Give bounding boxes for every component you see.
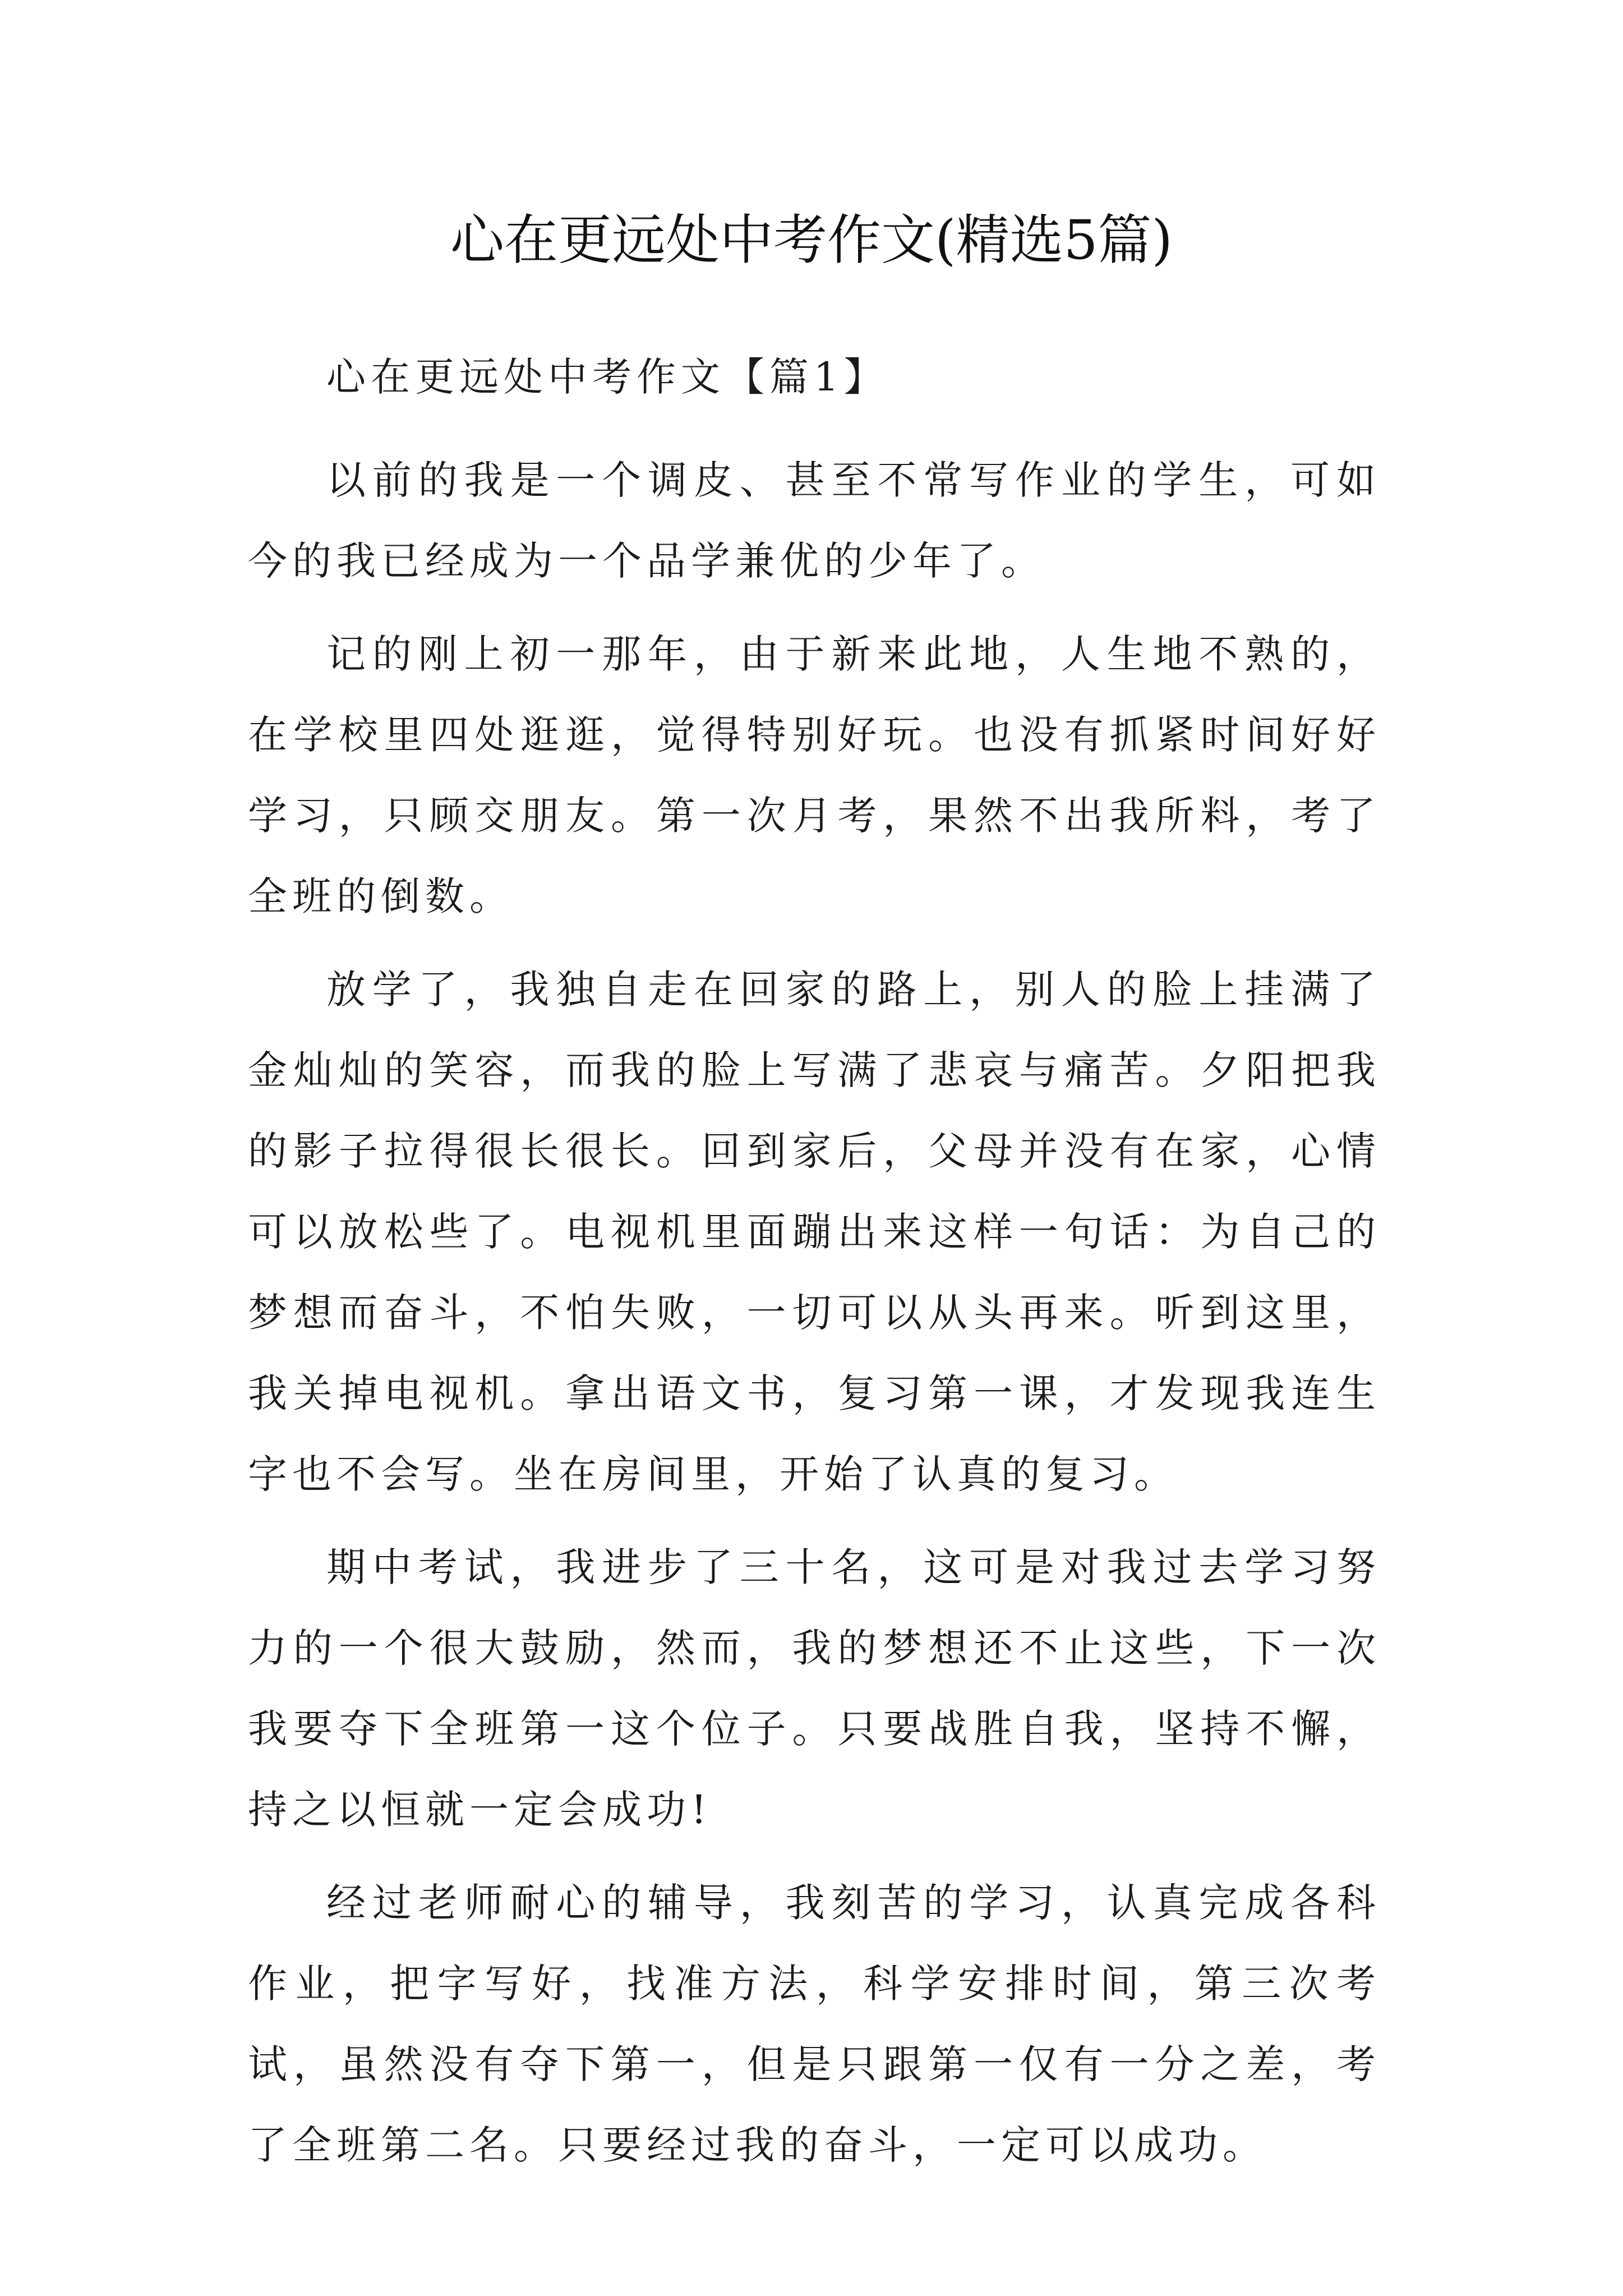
paragraph: 记的刚上初一那年，由于新来此地，人生地不熟的，在学校里四处逛逛，觉得特别好玩。也没有抓紧时间好好学习，只顾交朋友。第一次月考，果然不出我所料，考了全班的倒数。	[248, 631, 1381, 919]
paragraph: 以前的我是一个调皮、甚至不常写作业的学生，可如今的我已经成为一个品学兼优的少年了。	[248, 457, 1381, 584]
paragraph: 放学了，我独自走在回家的路上，别人的脸上挂满了金灿灿的笑容，而我的脸上写满了悲哀与痛苦。夕阳把我的影子拉得很长很长。回到家后，父母并没有在家，心情可以放松些了。电视机里面蹦出来这样一句话：为自己的梦想而奋斗，不怕失败，一切可以从头再来。听到这里，我关掉电视机。拿出语文书，复习第一课，才发现我连生字也不会写。坐在房间里，开始了认真的复习。	[248, 967, 1381, 1497]
document-body	[248, 337, 1381, 2185]
paragraph: 经过老师耐心的辅导，我刻苦的学习，认真完成各科作业，把字写好，找准方法，科学安排时间，第三次考试，虽然没有夺下第一，但是只跟第一仅有一分之差，考了全班第二名。只要经过我的奋斗，一定可以成功。	[248, 1880, 1381, 2168]
document-title: 心在更远处中考作文(精选5篇)	[450, 209, 1173, 272]
section-heading: 心在更远处中考作文【篇1】	[326, 354, 888, 400]
paragraph: 期中考试，我进步了三十名，这可是对我过去学习努力的一个很大鼓励，然而，我的梦想还不止这些，下一次我要夺下全班第一这个位子。只要战胜自我，坚持不懈，持之以恒就一定会成功!	[248, 1544, 1381, 1833]
